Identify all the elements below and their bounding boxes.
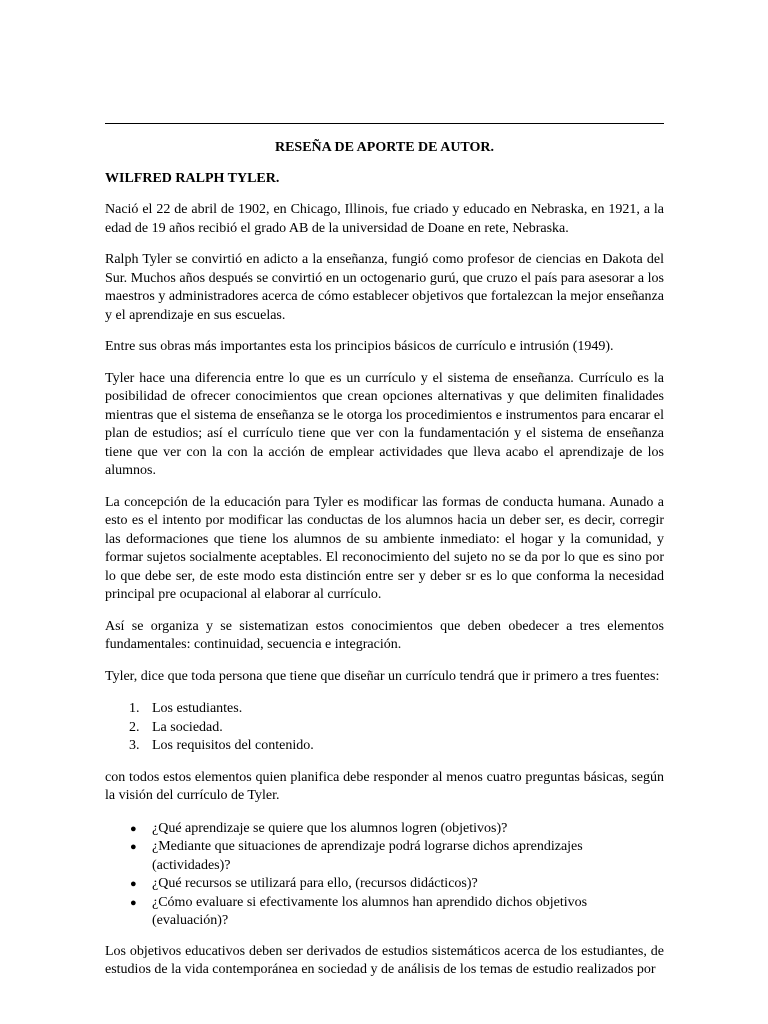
- paragraph-curriculum-difference: Tyler hace una diferencia entre lo que es un currículo y el sistema de enseñanza. Currículo es la posibilidad de ofrecer conocimientos que crean opciones alternativas y que delimiten finalidades mientras que el sistema de enseñanza se le otorga los procedimientos e instrumentos para encarar el plan de estudios; así el currículo tiene que ver con la fundamentación y el sistema de enseñanza tiene que ver con la con la acción de emplear actividades que lleva acabo el aprendizaje de los alumnos.: [105, 370, 664, 478]
- list-number: 1.: [129, 701, 140, 716]
- list-item: [105, 820, 664, 839]
- paragraph-three-sources: Tyler, dice que toda persona que tiene que diseñar un currículo tendrá que ir primero a tres fuentes:: [105, 668, 660, 684]
- bullet-icon: ●: [130, 896, 137, 909]
- list-item-text: Los estudiantes.: [152, 701, 243, 716]
- paragraph-biography: Nació el 22 de abril de 1902, en Chicago, Illinois, fue criado y educado en Nebraska, en 1921, a la edad de 19 años recibió el grado AB de la universidad de Doane en rete, Nebraska.: [105, 202, 664, 236]
- list-item: [105, 719, 664, 738]
- question-text: ¿Mediante que situaciones de aprendizaje podrá lograrse dichos aprendizajes (actividades)?: [152, 839, 583, 873]
- paragraph-career: Ralph Tyler se convirtió en adicto a la enseñanza, fungió como profesor de ciencias en Dakota del Sur. Muchos años después se convirtió en un octogenario gurú, que cruzo el país para asesorar a los maestros y administradores acerca de cómo establecer objetivos que fortalezcan la mejor enseñanza y el aprendizaje en sus escuelas.: [105, 252, 664, 323]
- list-number: 2.: [129, 719, 140, 735]
- paragraph-works: Entre sus obras más importantes esta los principios básicos de currículo e intrusión (1949).: [105, 339, 614, 354]
- list-item: [105, 737, 664, 756]
- question-text: ¿Qué aprendizaje se quiere que los alumnos logren (objetivos)?: [152, 820, 508, 836]
- bullet-icon: ●: [130, 841, 137, 853]
- list-number: 3.: [129, 738, 140, 753]
- paragraph-organization: Así se organiza y se sistematizan estos conocimientos que deben obedecer a tres elementos fundamentales: continuidad, secuencia e integración.: [105, 618, 664, 652]
- questions-list: [105, 820, 664, 931]
- document-title: RESEÑA DE APORTE DE AUTOR.: [274, 140, 495, 155]
- paragraph-objectives: Los objetivos educativos deben ser derivados de estudios sistemáticos acerca de los estudiantes, de estudios de la vida contemporánea en sociedad y de análisis de los temas de estudio realizados por: [105, 943, 664, 977]
- question-text: ¿Cómo evaluare si efectivamente los alumnos han aprendido dichos objetivos (evaluación)?: [152, 894, 588, 928]
- list-item: [105, 838, 664, 875]
- list-item-text: Los requisitos del contenido.: [152, 738, 314, 753]
- document-body: [105, 130, 664, 980]
- paragraph-four-questions: con todos estos elementos quien planifica debe responder al menos cuatro preguntas básicas, según la visión del currículo de Tyler.: [105, 769, 664, 803]
- list-item: [105, 875, 664, 894]
- bullet-icon: ●: [130, 878, 137, 890]
- top-rule: [105, 123, 664, 124]
- list-item: [105, 700, 664, 719]
- list-item-text: La sociedad.: [152, 719, 223, 735]
- list-item: [105, 894, 664, 931]
- paragraph-education-concept: La concepción de la educación para Tyler es modificar las formas de conducta humana. Aunado a esto es el intento por modificar las conductas de los alumnos hacia un deber ser, es decir, corregir las deformaciones que tiene los alumnos de su ambiente inmediato: el hogar y la comunidad, y formar sujetos socialmente aceptables. El reconocimiento del sujeto no se da por lo que es sino por lo que debe ser, de este modo esta distinción entre ser y deber sr es lo que conforma la necesidad principal pre ocupacional al elaborar al currículo.: [105, 494, 664, 602]
- sources-list: [105, 700, 664, 756]
- question-text: ¿Qué recursos se utilizará para ello, (recursos didácticos)?: [152, 876, 478, 891]
- bullet-icon: ●: [130, 822, 137, 835]
- author-heading: WILFRED RALPH TYLER.: [105, 170, 280, 186]
